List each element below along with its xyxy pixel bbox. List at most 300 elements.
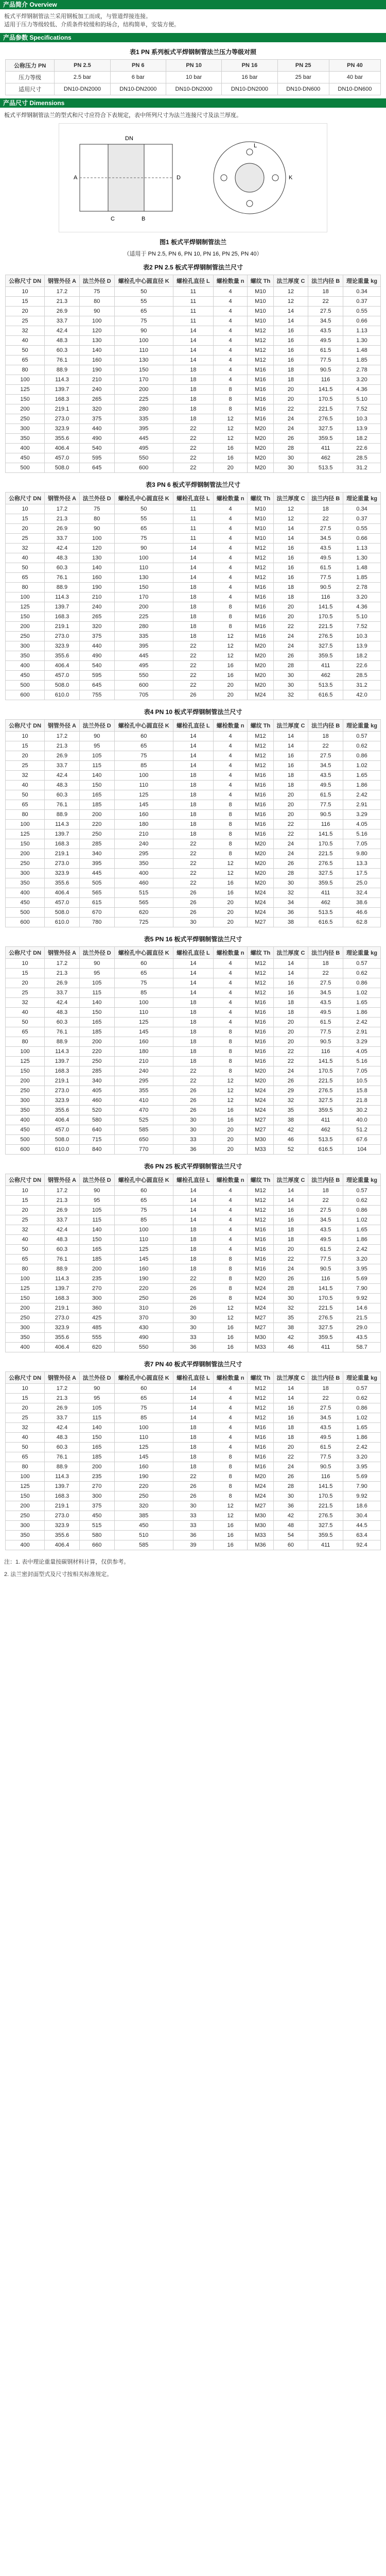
table-cell: 485	[79, 1323, 114, 1333]
table-cell: 18	[308, 1384, 343, 1394]
table-header-cell: 公称尺寸 DN	[6, 1174, 45, 1186]
table-cell: 33	[173, 1511, 213, 1521]
table-cell: 20	[273, 395, 308, 404]
table-cell: 295	[114, 1076, 173, 1086]
table-cell: 18	[173, 1057, 213, 1066]
table-cell: 22	[273, 622, 308, 632]
table-cell: 160	[114, 1462, 173, 1472]
table-cell: 0.34	[343, 504, 381, 514]
table-cell: 200	[114, 385, 173, 395]
table-header-cell: 螺栓孔中心圆直径 K	[114, 720, 173, 732]
table-cell: 508.0	[45, 908, 80, 918]
table-cell: M16	[248, 1255, 273, 1264]
table-cell: 125	[114, 1245, 173, 1255]
spec-col-0: 公称压力 PN	[6, 60, 55, 72]
table-cell: 4	[213, 553, 247, 563]
table-row	[6, 612, 381, 622]
table-cell: 168.3	[45, 1492, 80, 1501]
table-cell: 90.5	[308, 365, 343, 375]
table-cell: M16	[248, 1443, 273, 1452]
table-row	[6, 878, 381, 888]
bolt-hole-icon	[272, 175, 278, 181]
table-cell: 620	[114, 908, 173, 918]
table-cell: 100	[6, 375, 45, 385]
table-cell: 16	[273, 326, 308, 336]
table-cell: 32	[6, 544, 45, 553]
table-cell: M12	[248, 1186, 273, 1196]
table-cell: 4	[213, 297, 247, 307]
table-header-cell: 螺栓孔直径 L	[173, 720, 213, 732]
table-cell: 300	[6, 1323, 45, 1333]
table-cell: 14	[273, 534, 308, 544]
table-header-cell: 螺纹 Th	[248, 947, 273, 959]
table-row	[6, 761, 381, 771]
table-row	[6, 1472, 381, 1482]
table-cell: 76.1	[45, 355, 80, 365]
table-cell: 7.05	[343, 1066, 381, 1076]
table-header-cell: 法兰内径 B	[308, 275, 343, 287]
table-cell: 645	[79, 681, 114, 690]
table-header-cell: 螺栓数量 n	[213, 493, 247, 504]
table-header-cell: 理论重量 kg	[343, 1372, 381, 1384]
table-cell: 14	[273, 1384, 308, 1394]
table-cell: 160	[79, 573, 114, 583]
table-cell: 50	[6, 790, 45, 800]
table-cell: 65	[114, 741, 173, 751]
table-header-cell: 钢管外径 A	[45, 720, 80, 732]
table-row	[6, 1196, 381, 1206]
table-cell: 32	[273, 690, 308, 700]
table-cell: 42.4	[45, 1423, 80, 1433]
table-cell: 43.5	[308, 1225, 343, 1235]
table-cell: 18	[173, 395, 213, 404]
table-cell: M20	[248, 859, 273, 869]
table-cell: M10	[248, 524, 273, 534]
table-cell: 7.05	[343, 839, 381, 849]
table-cell: 250	[114, 1492, 173, 1501]
table-cell: 370	[114, 1313, 173, 1323]
table-cell: 3.95	[343, 1264, 381, 1274]
table-cell: 28.5	[343, 671, 381, 681]
table-cell: 110	[114, 1235, 173, 1245]
table-row	[6, 544, 381, 553]
table-cell: 25	[6, 316, 45, 326]
table-cell: 400	[6, 888, 45, 898]
table-cell: 105	[79, 1403, 114, 1413]
table-cell: 18	[173, 771, 213, 781]
table-cell: 18	[273, 592, 308, 602]
table-cell: 4	[213, 524, 247, 534]
table-cell: 12	[213, 1096, 247, 1106]
table-cell: 90	[79, 307, 114, 316]
table-header-cell: 螺栓孔中心圆直径 K	[114, 1174, 173, 1186]
table-cell: 14	[273, 741, 308, 751]
table-cell: 90	[114, 326, 173, 336]
table-cell: 600	[6, 918, 45, 927]
table-cell: 7.52	[343, 404, 381, 414]
table-cell: 65	[6, 1255, 45, 1264]
table-cell: 24	[273, 839, 308, 849]
table-cell: 50	[6, 1018, 45, 1027]
table-cell: M16	[248, 771, 273, 781]
table-cell: M24	[248, 1492, 273, 1501]
table-cell: 4	[213, 969, 247, 978]
table-cell: 755	[79, 690, 114, 700]
table-cell: 323.9	[45, 1323, 80, 1333]
table-cell: 406.4	[45, 1115, 80, 1125]
table-cell: 22	[173, 463, 213, 473]
table-cell: 2.42	[343, 1443, 381, 1452]
table-cell: 2.91	[343, 800, 381, 810]
table-cell: M12	[248, 761, 273, 771]
table-cell: 4	[213, 326, 247, 336]
table-cell: 300	[6, 424, 45, 434]
table-cell: 250	[6, 632, 45, 641]
table-cell: 10	[6, 959, 45, 969]
table-header-cell: 螺栓孔直径 L	[173, 493, 213, 504]
table-cell: 462	[308, 898, 343, 908]
table-cell: M12	[248, 563, 273, 573]
table-cell: 2.42	[343, 790, 381, 800]
table-cell: 221.5	[308, 1501, 343, 1511]
table-cell: 36	[273, 908, 308, 918]
spec-col-4: PN 16	[222, 60, 277, 72]
table-cell: 4	[213, 1186, 247, 1196]
table-cell: 141.5	[308, 602, 343, 612]
table-cell: 14	[273, 969, 308, 978]
table-header-cell: 螺栓孔直径 L	[173, 1174, 213, 1186]
table-cell: 34.5	[308, 761, 343, 771]
table-cell: 33	[173, 1135, 213, 1145]
table-cell: 5.16	[343, 829, 381, 839]
table-cell: 15	[6, 1196, 45, 1206]
table-cell: M10	[248, 514, 273, 524]
table-cell: 8	[213, 1264, 247, 1274]
table-cell: 14	[273, 307, 308, 316]
table-cell: 340	[79, 849, 114, 859]
table-cell: 165	[79, 790, 114, 800]
table-cell: 40	[6, 781, 45, 790]
table-cell: 49.5	[308, 336, 343, 346]
table-cell: 510	[114, 1531, 173, 1540]
table-cell: 30	[173, 1323, 213, 1333]
label-l: L	[254, 143, 257, 149]
table-cell: 616.5	[308, 1145, 343, 1155]
table-cell: 11	[173, 307, 213, 316]
table-header-cell: 理论重量 kg	[343, 1174, 381, 1186]
table-cell: 410	[114, 1096, 173, 1106]
table-cell: 4	[213, 375, 247, 385]
section-dims-bar	[0, 98, 386, 108]
spec-cell: 2.5 bar	[55, 72, 110, 83]
table-cell: 22	[173, 1076, 213, 1086]
table-cell: 27.5	[308, 524, 343, 534]
table-cell: M16	[248, 1057, 273, 1066]
table-header-cell: 法兰外径 D	[79, 947, 114, 959]
table-cell: 4	[213, 316, 247, 326]
table-row	[6, 504, 381, 514]
table-header-cell: 钢管外径 A	[45, 947, 80, 959]
table-cell: 457.0	[45, 898, 80, 908]
table-cell: 11	[173, 297, 213, 307]
table-cell: 16	[213, 878, 247, 888]
table-cell: 300	[6, 641, 45, 651]
table-cell: 21.8	[343, 1096, 381, 1106]
table-cell: 14	[173, 563, 213, 573]
table-cell: 14	[173, 1186, 213, 1196]
table-cell: 14	[173, 1215, 213, 1225]
table-cell: 26	[173, 1284, 213, 1294]
dimension-table	[5, 1174, 381, 1352]
table-cell: 600	[6, 690, 45, 700]
table-cell: 65	[6, 800, 45, 810]
table-cell: 21.3	[45, 969, 80, 978]
table-cell: 8	[213, 1274, 247, 1284]
table-cell: 18	[173, 1423, 213, 1433]
table-row	[6, 1540, 381, 1550]
table-cell: 25	[6, 1215, 45, 1225]
table-row	[6, 1225, 381, 1235]
table-cell: 170.5	[308, 612, 343, 622]
table-cell: 17.2	[45, 1384, 80, 1394]
table-cell: 0.34	[343, 287, 381, 297]
table-cell: 20	[213, 690, 247, 700]
table-cell: 85	[114, 1413, 173, 1423]
table-cell: 12	[213, 632, 247, 641]
table-cell: 16	[213, 1115, 247, 1125]
table-row	[6, 375, 381, 385]
table-header-cell: 钢管外径 A	[45, 1174, 80, 1186]
table-cell: 165	[79, 1443, 114, 1452]
table-cell: 85	[114, 988, 173, 998]
table-cell: M12	[248, 1196, 273, 1206]
table-cell: 445	[114, 434, 173, 444]
table-cell: 46	[273, 1343, 308, 1352]
table-cell: 30	[173, 1313, 213, 1323]
table-row	[6, 908, 381, 918]
table-cell: 145	[114, 1452, 173, 1462]
table-cell: 445	[114, 651, 173, 661]
spec-col-5: PN 25	[277, 60, 329, 72]
table-row	[6, 810, 381, 820]
table-cell: 0.37	[343, 297, 381, 307]
table-cell: 411	[308, 1343, 343, 1352]
table-cell: M20	[248, 681, 273, 690]
table-cell: 3.20	[343, 1452, 381, 1462]
table-cell: 50	[6, 1245, 45, 1255]
table-cell: 24	[273, 1066, 308, 1076]
table-cell: 450	[6, 671, 45, 681]
table-cell: M27	[248, 1313, 273, 1323]
table-cell: 1.86	[343, 1235, 381, 1245]
table-cell: 12	[273, 287, 308, 297]
table-header-cell: 螺栓孔中心圆直径 K	[114, 947, 173, 959]
table-cell: 42	[273, 1125, 308, 1135]
table-header-cell: 法兰内径 B	[308, 1174, 343, 1186]
table-cell: 150	[79, 1433, 114, 1443]
table-cell: 0.57	[343, 1186, 381, 1196]
table-cell: 48.3	[45, 1008, 80, 1018]
table-cell: 18	[173, 781, 213, 790]
table-row	[6, 1284, 381, 1294]
table-cell: 14	[173, 1196, 213, 1206]
table-cell: 26.9	[45, 1206, 80, 1215]
table-cell: 130	[79, 553, 114, 563]
table-cell: M16	[248, 1027, 273, 1037]
table-cell: 327.5	[308, 1096, 343, 1106]
table-cell: M12	[248, 988, 273, 998]
section-spec-bar	[0, 33, 386, 42]
table-cell: 20	[6, 1403, 45, 1413]
table-row	[6, 918, 381, 927]
table-cell: 33	[173, 1521, 213, 1531]
table-row	[6, 1384, 381, 1394]
table-cell: 60.3	[45, 1018, 80, 1027]
table-cell: 355.6	[45, 1106, 80, 1115]
table-cell: 33	[173, 1333, 213, 1343]
table-cell: 61.5	[308, 1018, 343, 1027]
table-cell: 0.86	[343, 1403, 381, 1413]
table-cell: 14	[173, 978, 213, 988]
table-cell: 32	[6, 1225, 45, 1235]
table-cell: 168.3	[45, 612, 80, 622]
table-cell: 440	[79, 424, 114, 434]
table-cell: 141.5	[308, 1482, 343, 1492]
table-cell: 2.91	[343, 1027, 381, 1037]
table-cell: 21.3	[45, 297, 80, 307]
table-cell: 168.3	[45, 1066, 80, 1076]
table-cell: 90.5	[308, 1037, 343, 1047]
table-cell: 80	[6, 1264, 45, 1274]
table-cell: M12	[248, 1394, 273, 1403]
table-row	[6, 859, 381, 869]
table-cell: 22	[308, 741, 343, 751]
table-cell: 34.5	[308, 988, 343, 998]
table-cell: 21.3	[45, 514, 80, 524]
table-header-cell: 法兰外径 D	[79, 720, 114, 732]
label-d: D	[177, 175, 181, 181]
table-cell: 580	[79, 1115, 114, 1125]
table-cell: M16	[248, 820, 273, 829]
table-cell: 4	[213, 988, 247, 998]
table-cell: 18	[173, 385, 213, 395]
table-cell: 100	[114, 1423, 173, 1433]
table-cell: 4	[213, 346, 247, 355]
table-cell: 323.9	[45, 1521, 80, 1531]
table-cell: 67.6	[343, 1135, 381, 1145]
table-cell: 65	[6, 1452, 45, 1462]
table-cell: 285	[79, 1066, 114, 1076]
table-cell: 77.5	[308, 800, 343, 810]
table-cell: 30	[173, 1125, 213, 1135]
table-cell: 32	[273, 1096, 308, 1106]
table-cell: 141.5	[308, 829, 343, 839]
table-cell: 114.3	[45, 820, 80, 829]
table-cell: 406.4	[45, 661, 80, 671]
table-row	[6, 751, 381, 761]
table-cell: 645	[79, 463, 114, 473]
table-cell: 26.9	[45, 751, 80, 761]
table-cell: 8	[213, 849, 247, 859]
table-cell: 190	[79, 583, 114, 592]
spec-row-size	[6, 83, 381, 95]
table-cell: 60.3	[45, 790, 80, 800]
table-cell: 61.5	[308, 1245, 343, 1255]
table-cell: 170.5	[308, 395, 343, 404]
table-cell: 0.86	[343, 1206, 381, 1215]
table-cell: 141.5	[308, 1284, 343, 1294]
table-cell: 11	[173, 514, 213, 524]
table-row	[6, 1343, 381, 1352]
table-cell: 16	[213, 1343, 247, 1352]
table-cell: 221.5	[308, 849, 343, 859]
table-cell: 8	[213, 385, 247, 395]
table-cell: 116	[308, 1274, 343, 1284]
table-cell: M16	[248, 781, 273, 790]
table-cell: M16	[248, 365, 273, 375]
table-cell: 20	[273, 810, 308, 820]
table-cell: 76.1	[45, 1452, 80, 1462]
table-cell: 16	[213, 671, 247, 681]
table-cell: 620	[79, 1343, 114, 1352]
table-row	[6, 1394, 381, 1403]
table-cell: 140	[79, 563, 114, 573]
table-cell: 75	[79, 504, 114, 514]
table-row	[6, 1274, 381, 1284]
table-row	[6, 336, 381, 346]
table-row	[6, 1206, 381, 1215]
note-2: 2. 法兰密封面型式及尺寸按相关标准规定。	[4, 1571, 113, 1578]
table-cell: 18	[273, 365, 308, 375]
table-cell: 22	[173, 1274, 213, 1284]
table-cell: 513.5	[308, 1135, 343, 1145]
table-cell: 14	[273, 1394, 308, 1403]
table-cell: 32	[6, 326, 45, 336]
table-cell: 100	[114, 553, 173, 563]
table-cell: 26.9	[45, 1403, 80, 1413]
table-cell: 406.4	[45, 444, 80, 453]
table-cell: 110	[114, 781, 173, 790]
figure-caption-1: 图1 板式平焊钢制管法兰	[159, 239, 226, 246]
table-cell: 26.9	[45, 307, 80, 316]
table-cell: 18	[173, 1264, 213, 1274]
table-row	[6, 1215, 381, 1225]
table-cell: 240	[79, 385, 114, 395]
table-row	[6, 453, 381, 463]
table-cell: 14	[173, 741, 213, 751]
table-cell: 385	[114, 1511, 173, 1521]
table-cell: 18	[173, 1452, 213, 1462]
table-cell: 20	[6, 1206, 45, 1215]
table-cell: 24	[273, 641, 308, 651]
spec-cell: DN10-DN2000	[222, 83, 277, 95]
table-header-cell: 公称尺寸 DN	[6, 1372, 45, 1384]
table-cell: M20	[248, 1472, 273, 1482]
table-cell: 77.5	[308, 355, 343, 365]
table-cell: 18	[308, 732, 343, 741]
table-row	[6, 641, 381, 651]
table-cell: 22	[173, 641, 213, 651]
table-row	[6, 1235, 381, 1245]
table-cell: 36	[173, 1145, 213, 1155]
table-cell: 18	[173, 800, 213, 810]
table-cell: 359.5	[308, 1531, 343, 1540]
table-cell: 200	[79, 1264, 114, 1274]
table-row	[6, 365, 381, 375]
table-cell: 8	[213, 602, 247, 612]
table-header-cell: 法兰内径 B	[308, 1372, 343, 1384]
bolt-hole-icon	[247, 200, 253, 207]
